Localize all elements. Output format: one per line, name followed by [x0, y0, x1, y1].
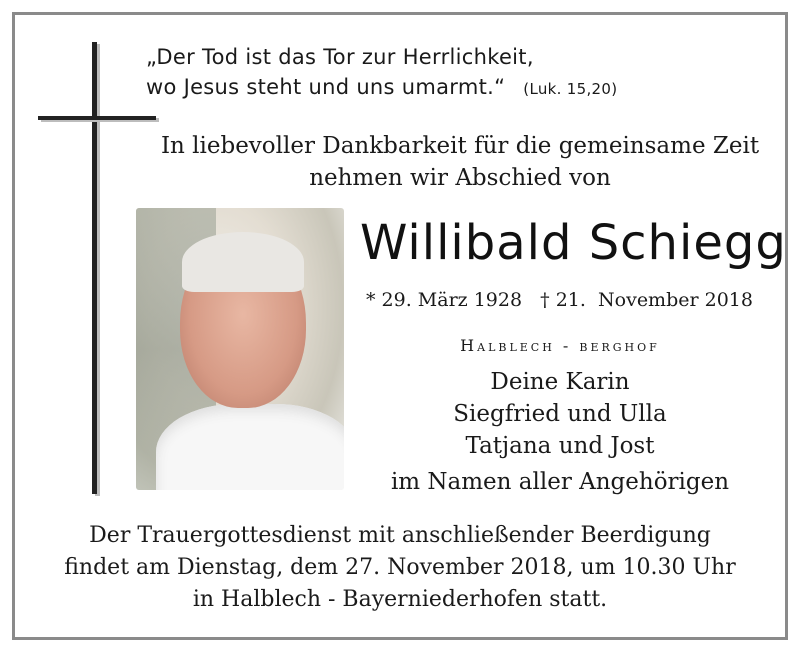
intro-line-2: nehmen wir Abschied von	[309, 165, 611, 191]
mourner-line: Deine Karin	[490, 369, 630, 395]
mourner-line: Siegfried und Ulla	[453, 401, 667, 427]
photo-hair	[182, 232, 304, 292]
service-line-3: in Halblech - Bayerniederhofen statt.	[192, 587, 608, 612]
service-line-2: findet am Dienstag, dem 27. November 2018, um 10.30 Uhr	[64, 555, 736, 580]
mourner-line: Tatjana und Jost	[465, 433, 655, 459]
hometown: Halblech - berghof	[460, 336, 660, 355]
intro-line-1: In liebevoller Dankbarkeit für die gemeinsame Zeit	[160, 133, 760, 159]
funeral-service-info	[24, 520, 776, 616]
service-line-1: Der Trauergottesdienst mit anschließender Beerdigung	[89, 523, 711, 548]
quote-line-1: „Der Tod ist das Tor zur Herrlichkeit,	[146, 45, 534, 69]
portrait-photo	[136, 208, 344, 490]
photo-shirt	[156, 404, 344, 490]
quote-line-2-text: wo Jesus steht und uns umarmt.“	[146, 75, 506, 99]
mourners-list	[360, 366, 760, 498]
cross-icon	[92, 42, 97, 494]
deceased-name: Willibald Schiegg	[360, 215, 787, 271]
quote-line-2	[146, 72, 617, 104]
mourner-line: im Namen aller Angehörigen	[390, 469, 730, 495]
intro-text	[140, 130, 780, 194]
cross-bar	[38, 116, 156, 120]
bible-quote	[146, 42, 617, 104]
life-dates: * 29. März 1928 † 21. November 2018	[366, 289, 753, 311]
quote-reference: (Luk. 15,20)	[523, 80, 618, 98]
